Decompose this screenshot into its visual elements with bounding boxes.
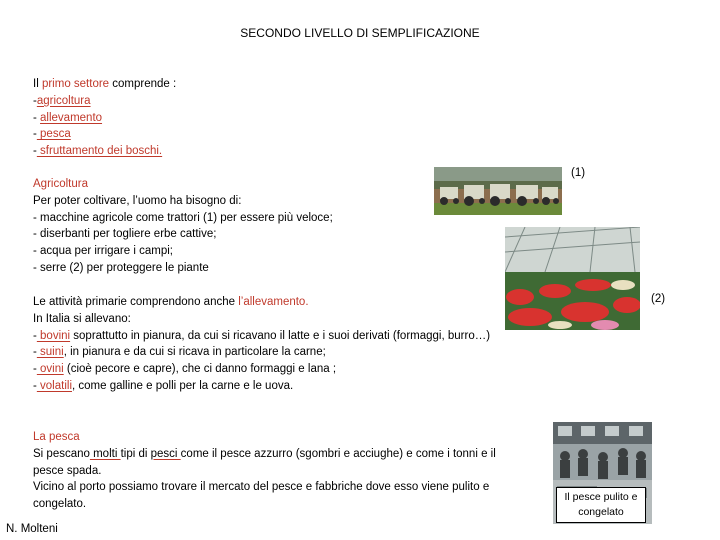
allevamento-line2: In Italia si allevano: (33, 312, 131, 325)
intro-item-boschi: sfruttamento dei boschi. (36, 145, 163, 158)
page-title: SECONDO LIVELLO DI SEMPLIFICAZIONE (240, 26, 480, 40)
fish-caption-box: Il pesce pulito e congelato (556, 487, 646, 523)
ovini-word: ovini (36, 363, 64, 376)
allevamento-block: Le attività primarie comprendono anche l’allevamento. In Italia si allevano: - bovini soprattutto in pianura, da cui si ricavano il latte e i suoi derivati (formaggi, burro…) - suini, in pianura e da cui si ricava in particolare la carne; - ovini (cioè pecore e capre), che ci danno formaggi e lana ; - volatili, come galline e polli per la carne e le uova. (33, 294, 503, 395)
ovini-text: (cioè pecore e capre), che ci danno formaggi e lana ; (63, 363, 337, 376)
author-name: N. Molteni (6, 523, 58, 535)
allevamento-lead: Le attività primarie comprendono anche (33, 296, 239, 308)
bovini-text: soprattutto in pianura, da cui si ricavano il latte e i suoi derivati (formaggi, burro…) (70, 329, 491, 342)
bovini-word: bovini (36, 329, 71, 342)
allevamento-highlight: l’allevamento. (238, 296, 309, 308)
intro-item: - sfruttamento dei boschi. (33, 145, 163, 158)
intro-item-agricoltura: agricoltura (36, 94, 91, 107)
intro-item: - pesca (33, 128, 71, 141)
suini-text: , in pianura e da cui si ricava in particolare la carne; (63, 346, 326, 359)
pesca-text: Si pescano (33, 447, 90, 460)
intro-item: - allevamento (33, 111, 103, 124)
intro-item-pesca: pesca (36, 128, 71, 141)
intro-item: -agricoltura (33, 94, 91, 107)
suini-word: suini (36, 346, 64, 359)
intro-block (33, 76, 176, 160)
agricoltura-block (33, 176, 333, 277)
greenhouse-photo (505, 227, 640, 330)
pesca-heading: La pesca (33, 431, 80, 443)
pesca-molti: molti (89, 447, 121, 460)
agricoltura-item: - acqua per irrigare i campi; (33, 245, 173, 258)
intro-item-allevamento: allevamento (40, 111, 103, 124)
agricoltura-item: - diserbanti per togliere erbe cattive; (33, 228, 217, 241)
primo-settore-text: primo settore (41, 78, 110, 90)
intro-suffix: comprende : (109, 78, 177, 90)
agricoltura-item: - macchine agricole come trattori (1) per essere più veloce; (33, 211, 333, 224)
pesca-text: come il pesce azzurro (sgombri e acciughe) e come i tonni e il pesce spada. (33, 447, 496, 477)
pesca-paragraph-2: Vicino al porto possiamo trovare il mercato del pesce e fabbriche dove esso viene pulito e congelato. (33, 481, 490, 511)
pesca-text: tipi di (120, 447, 151, 460)
caption-2: (2) (651, 293, 666, 305)
agricoltura-lead: Per poter coltivare, l’uomo ha bisogno di: (33, 194, 242, 207)
pesca-pesci: pesci (150, 447, 181, 460)
volatili-text: , come galline e polli per la carne e le uova. (72, 379, 294, 392)
tractors-photo (434, 167, 562, 215)
intro-prefix: Il (33, 78, 42, 90)
pesca-block (33, 429, 503, 513)
caption-1: (1) (571, 167, 586, 179)
intro-line (33, 76, 176, 93)
volatili-word: volatili (36, 379, 72, 392)
agricoltura-heading: Agricoltura (33, 178, 88, 190)
agricoltura-item: - serre (2) per proteggere le piante (33, 261, 209, 274)
